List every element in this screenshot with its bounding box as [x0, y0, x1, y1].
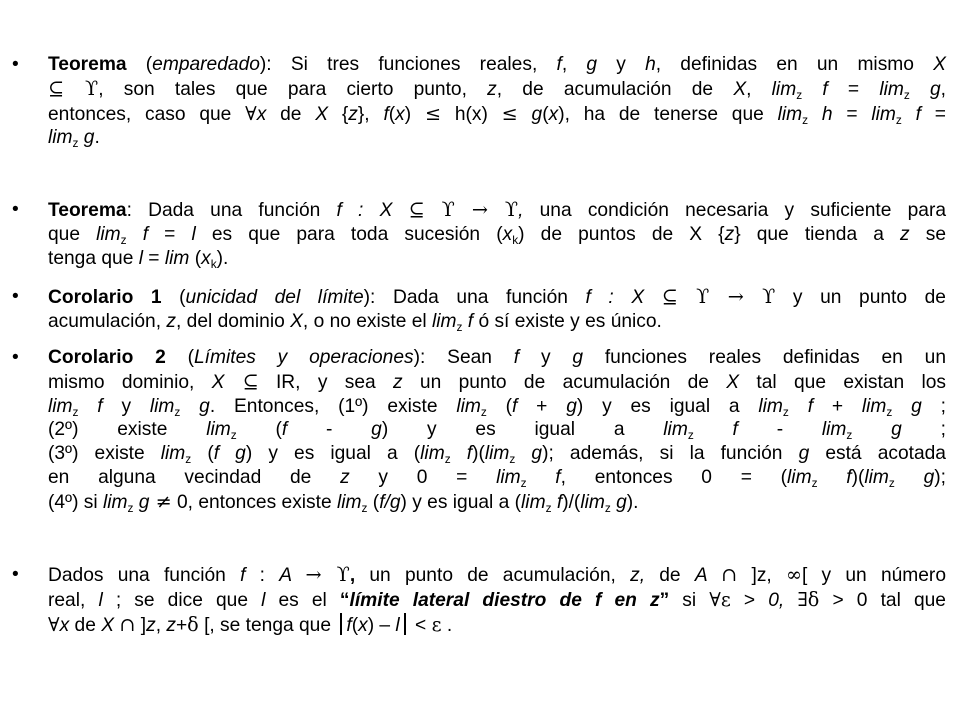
text-run: X	[315, 103, 329, 125]
text-run: z	[348, 103, 358, 125]
text-run: f	[240, 565, 246, 586]
text-run: (3º) existe	[48, 443, 161, 465]
text-run: g	[133, 491, 150, 513]
text-run: +	[517, 395, 567, 417]
text-run: g	[909, 78, 941, 100]
subscript: z	[127, 500, 134, 515]
text-run: , del dominio	[175, 310, 291, 332]
text-run: X	[733, 78, 747, 100]
text-run: z	[166, 310, 176, 332]
text-run: z	[393, 371, 403, 393]
text-run: en alguna vecindad de	[48, 466, 341, 488]
text-run: =	[148, 223, 192, 245]
text-line	[48, 395, 946, 419]
math-symbol: ≠	[149, 489, 172, 513]
text-run: ) y es igual a (	[245, 443, 421, 465]
text-run: f	[462, 310, 474, 332]
text-run: lim	[336, 491, 362, 513]
math-symbol: ⊆ ϒ → ϒ	[661, 285, 776, 308]
text-run: :	[245, 565, 280, 586]
text-run: h	[645, 54, 656, 75]
text-run: lim	[420, 443, 445, 465]
subscript: z	[444, 452, 451, 467]
text-run: y	[597, 54, 646, 75]
text-run: y	[519, 347, 573, 368]
subscript: z	[520, 476, 527, 491]
absolute-value-bar	[340, 613, 342, 635]
subscript: z	[802, 112, 809, 127]
math-symbol: ∀ε	[709, 587, 731, 611]
text-run: } que tienda a	[734, 223, 901, 245]
text-run: f/g	[379, 491, 401, 513]
definition-right-limit	[12, 563, 946, 637]
subscript: z	[886, 404, 893, 419]
text-run: g	[894, 466, 935, 488]
math-symbol: ⊆ ϒ → ϒ	[408, 198, 519, 221]
text-line	[48, 490, 946, 515]
math-symbol: ≤	[501, 101, 518, 125]
text-run: +	[175, 614, 188, 636]
math-symbol: ⊆ ϒ	[48, 76, 99, 100]
text-run: lim	[821, 419, 847, 441]
text-run: ) y es igual a	[381, 419, 664, 441]
text-run: x	[256, 103, 267, 125]
text-run: g	[572, 347, 584, 368]
text-run: ”	[659, 589, 670, 611]
text-run: (	[486, 395, 513, 417]
text-line	[48, 53, 946, 77]
text-run: g	[586, 54, 598, 75]
text-run: , o no existe el	[302, 310, 432, 332]
text-run: de	[69, 614, 102, 636]
math-symbol: δ	[187, 612, 199, 636]
text-run: ), ha de tenerse que	[558, 103, 778, 125]
text-run: )(	[472, 443, 485, 465]
text-run: mismo dominio,	[48, 371, 212, 393]
text-run: f	[901, 103, 921, 125]
text-run: lim	[663, 419, 688, 441]
text-run: Límites y operaciones	[194, 347, 414, 368]
subscript: k	[210, 256, 217, 271]
text-run: f	[383, 103, 389, 125]
text-run: lim	[777, 103, 803, 125]
text-run: .	[441, 614, 453, 636]
text-line	[48, 310, 946, 334]
text-run: Teorema	[48, 200, 127, 221]
text-run: f	[551, 491, 563, 513]
text-run: f	[556, 54, 562, 75]
text-run: [, se tenga que	[198, 614, 337, 636]
text-run: lim	[521, 491, 546, 513]
math-symbol: ∩	[721, 563, 738, 586]
text-run: si	[669, 589, 710, 611]
text-run: emparedado	[152, 54, 260, 75]
text-run: , son tales que para cierto punto,	[98, 78, 488, 100]
text-run: ) y es igual a (	[400, 491, 522, 513]
text-run: X	[211, 371, 225, 393]
text-run: A	[694, 565, 722, 586]
text-run: +	[813, 395, 862, 417]
text-run: g	[531, 103, 543, 125]
math-symbol: ε	[431, 612, 442, 636]
text-run: g	[798, 443, 810, 465]
text-run: Corolario 2	[48, 347, 166, 368]
text-run: (2º) existe	[48, 419, 207, 441]
bullet-point: •	[12, 54, 19, 75]
text-run: lim	[160, 443, 186, 465]
text-run: tal que existan los	[739, 371, 946, 393]
text-run: f	[802, 78, 828, 100]
text-run: f : X	[336, 200, 409, 221]
text-run: f g	[213, 443, 246, 465]
subscript: z	[361, 500, 368, 515]
text-run: z	[166, 614, 176, 636]
text-run: Dados una función	[48, 565, 241, 586]
subscript: z	[185, 452, 192, 467]
text-run: lim	[96, 223, 121, 245]
text-run: z	[340, 466, 350, 488]
text-run: un punto de acumulación,	[355, 565, 631, 586]
subscript: z	[230, 428, 237, 443]
text-run: f	[126, 223, 149, 245]
text-line	[48, 442, 946, 466]
text-run: lim	[48, 127, 73, 149]
text-run: ; se dice que	[102, 589, 262, 611]
text-line	[48, 77, 946, 102]
text-run: ,	[518, 200, 524, 221]
text-run: g	[78, 127, 95, 149]
text-run: f	[346, 614, 352, 636]
text-line	[48, 126, 946, 150]
text-run: x	[358, 614, 368, 636]
text-line	[48, 613, 946, 638]
text-run: funciones reales definidas en un	[583, 347, 946, 368]
text-run: ) –	[367, 614, 396, 636]
text-run: ,	[746, 78, 772, 100]
text-run: lim	[771, 78, 797, 100]
text-run: . Entonces, (1º) existe	[209, 395, 457, 417]
text-run: un punto de acumulación de	[402, 371, 727, 393]
text-line	[48, 588, 946, 613]
theorem-sequential-limit	[12, 198, 947, 271]
subscript: z	[782, 404, 789, 419]
text-run: f	[817, 466, 852, 488]
text-run: l	[191, 223, 196, 245]
text-run: z	[146, 614, 156, 636]
text-run: lim	[484, 443, 510, 465]
text-run: (	[367, 491, 380, 513]
text-run: )	[404, 103, 425, 125]
text-run: z,	[630, 565, 646, 586]
text-run: unicidad del límite	[185, 287, 364, 308]
bullet-point: •	[12, 286, 19, 307]
text-run: h	[808, 103, 833, 125]
subscript: z	[604, 500, 611, 515]
text-run: de	[645, 565, 695, 586]
text-run: ,	[561, 54, 587, 75]
text-run: g	[180, 395, 210, 417]
text-run: z	[724, 223, 735, 245]
text-run: y 0 =	[349, 466, 497, 488]
text-run: lim	[164, 247, 190, 269]
text-line	[48, 346, 946, 370]
text-run: l	[138, 247, 143, 269]
text-run: X	[726, 371, 740, 393]
corollary-1-uniqueness	[12, 285, 946, 334]
text-run: lim	[102, 491, 128, 513]
subscript: z	[545, 500, 552, 515]
math-symbol: → ϒ	[305, 563, 350, 586]
text-run: acumulación,	[48, 310, 167, 332]
theorem-sandwich	[12, 53, 947, 151]
text-run: g	[852, 419, 902, 441]
text-run: >	[730, 589, 769, 611]
text-run: <	[409, 614, 432, 636]
math-symbol: ⊆	[224, 369, 259, 393]
subscript: z	[888, 476, 895, 491]
text-run: z	[900, 223, 910, 245]
text-run: g	[892, 395, 922, 417]
text-run: z	[487, 78, 497, 100]
text-run: que	[48, 223, 97, 245]
text-run: de	[266, 103, 316, 125]
text-run: lim	[871, 103, 896, 125]
text-run: X	[933, 54, 946, 75]
text-run: )/(	[562, 491, 581, 513]
text-run: =	[142, 247, 165, 269]
text-run: lim	[580, 491, 605, 513]
text-run: .	[94, 127, 100, 149]
subscript: z	[72, 136, 79, 151]
text-run: ): Dada una función	[363, 287, 586, 308]
text-run: ;	[921, 395, 946, 417]
text-run: X	[101, 614, 120, 636]
subscript: z	[174, 404, 181, 419]
math-symbol: ∞	[785, 563, 802, 586]
corollary-2-operations	[12, 346, 946, 515]
text-run: ).	[626, 491, 639, 513]
text-run: IR, y sea	[258, 371, 393, 393]
text-run: g	[371, 419, 382, 441]
text-run: real,	[48, 589, 99, 611]
text-run: f	[513, 347, 520, 368]
subscript: z	[456, 319, 463, 334]
subscript: k	[512, 232, 519, 247]
text-run: lim	[787, 466, 812, 488]
subscript: z	[846, 428, 853, 443]
subscript: z	[687, 428, 694, 443]
text-run: x	[548, 103, 559, 125]
text-run: g	[515, 443, 543, 465]
text-run: ); además, si la función	[542, 443, 799, 465]
text-run: lim	[48, 395, 73, 417]
subscript: z	[509, 452, 516, 467]
math-symbol: ∀	[245, 101, 257, 125]
text-run: -	[737, 419, 822, 441]
text-run: l	[98, 589, 103, 611]
text-run: l	[395, 614, 400, 636]
text-run: tenga que	[48, 247, 139, 269]
text-run: lim	[758, 395, 783, 417]
text-run: 0, entonces existe	[171, 491, 337, 513]
text-run: (	[542, 103, 549, 125]
text-line	[48, 102, 946, 127]
text-run	[518, 104, 532, 125]
text-run: lim	[431, 310, 457, 332]
text-line	[48, 466, 946, 490]
text-run: f	[450, 443, 473, 465]
subscript: z	[796, 87, 803, 102]
text-run: f	[526, 466, 561, 488]
text-run: (4º) si	[48, 491, 103, 513]
text-run: },	[357, 103, 384, 125]
text-run: (	[351, 614, 359, 636]
text-run: Teorema	[48, 54, 127, 75]
text-run: , entonces 0 = (	[560, 466, 788, 488]
text-run: (	[165, 347, 194, 368]
text-run: (	[189, 247, 202, 269]
text-run: =	[827, 78, 880, 100]
math-symbol: ∀	[48, 612, 60, 636]
text-run: )(	[851, 466, 865, 488]
text-run: ,	[349, 565, 356, 586]
text-line	[48, 418, 946, 442]
subscript: z	[72, 404, 79, 419]
text-run: lim	[879, 78, 904, 100]
text-run: X	[290, 310, 303, 332]
text-line	[48, 285, 946, 310]
text-run: ó sí existe y es único.	[473, 310, 662, 332]
text-run: f	[788, 395, 814, 417]
text-run: ) de puntos de X {	[518, 223, 725, 245]
text-run: lim	[861, 395, 887, 417]
text-run: l	[261, 589, 266, 611]
text-run: f	[78, 395, 103, 417]
text-run: (	[236, 419, 282, 441]
bullet-point: •	[12, 347, 19, 368]
text-run: f	[693, 419, 738, 441]
math-symbol: ≤	[424, 101, 442, 125]
text-run: x	[502, 223, 513, 245]
text-run: , definidas en un mismo	[655, 54, 934, 75]
bullet-point: •	[12, 199, 19, 220]
text-run: y	[102, 395, 150, 417]
text-run: ]	[135, 614, 147, 636]
text-run: se	[909, 223, 946, 245]
text-run: ) y es igual a	[576, 395, 759, 417]
text-run: lim	[456, 395, 481, 417]
text-run: (	[191, 443, 214, 465]
text-line	[48, 563, 946, 588]
math-symbol: ∩	[119, 612, 136, 636]
math-symbol: ∃δ	[797, 587, 820, 611]
text-run: Corolario 1	[48, 287, 162, 308]
text-run: -	[287, 419, 372, 441]
text-run: [ y un número	[801, 565, 946, 586]
text-run: ): Sean	[413, 347, 514, 368]
text-run: límite lateral diestro de f en z	[349, 589, 660, 611]
text-line	[48, 198, 946, 223]
text-run: es que para toda sucesión (	[195, 223, 503, 245]
text-run: );	[934, 466, 946, 488]
text-run: g	[610, 491, 627, 513]
text-run: está acotada	[809, 443, 946, 465]
text-run: ): Si tres funciones reales,	[259, 54, 557, 75]
subscript: z	[480, 404, 487, 419]
text-run: una condición necesaria y suficiente para	[523, 200, 947, 221]
text-run: f : X	[585, 287, 662, 308]
text-run: lim	[149, 395, 175, 417]
text-run: entonces, caso que	[48, 103, 246, 125]
text-run: =	[832, 103, 872, 125]
text-run: =	[920, 103, 946, 125]
text-run: ).	[216, 247, 229, 269]
text-run: x	[395, 103, 405, 125]
text-run: x	[59, 614, 70, 636]
subscript: z	[895, 112, 902, 127]
subscript: z	[120, 232, 127, 247]
text-run: {	[328, 103, 349, 125]
subscript: z	[811, 476, 818, 491]
text-run: 0,	[768, 589, 798, 611]
text-run: f	[281, 419, 288, 441]
text-run: (	[161, 287, 186, 308]
bullet-point: •	[12, 564, 19, 585]
text-run: h(x)	[441, 103, 502, 125]
text-line	[48, 223, 946, 247]
text-run: ,	[940, 78, 947, 100]
absolute-value-bar	[404, 613, 406, 635]
text-run: ;	[901, 419, 946, 441]
text-run: g	[566, 395, 577, 417]
text-line	[48, 247, 946, 271]
text-run: lim	[206, 419, 231, 441]
text-run: “	[339, 589, 350, 611]
text-run: ,	[155, 614, 167, 636]
text-run: x	[201, 247, 211, 269]
text-run: lim	[496, 466, 521, 488]
text-run: ]z,	[737, 565, 786, 586]
text-run: (	[388, 103, 396, 125]
subscript: z	[903, 87, 910, 102]
text-run: f	[512, 395, 518, 417]
text-run: y un punto de	[775, 287, 946, 308]
text-run: , de acumulación de	[496, 78, 734, 100]
text-run: : Dada una función	[126, 200, 337, 221]
text-run: lim	[864, 466, 889, 488]
text-run: A	[279, 565, 306, 586]
text-run: (	[126, 54, 153, 75]
text-run: es el	[265, 589, 340, 611]
text-run: > 0 tal que	[819, 589, 946, 611]
text-line	[48, 370, 946, 395]
